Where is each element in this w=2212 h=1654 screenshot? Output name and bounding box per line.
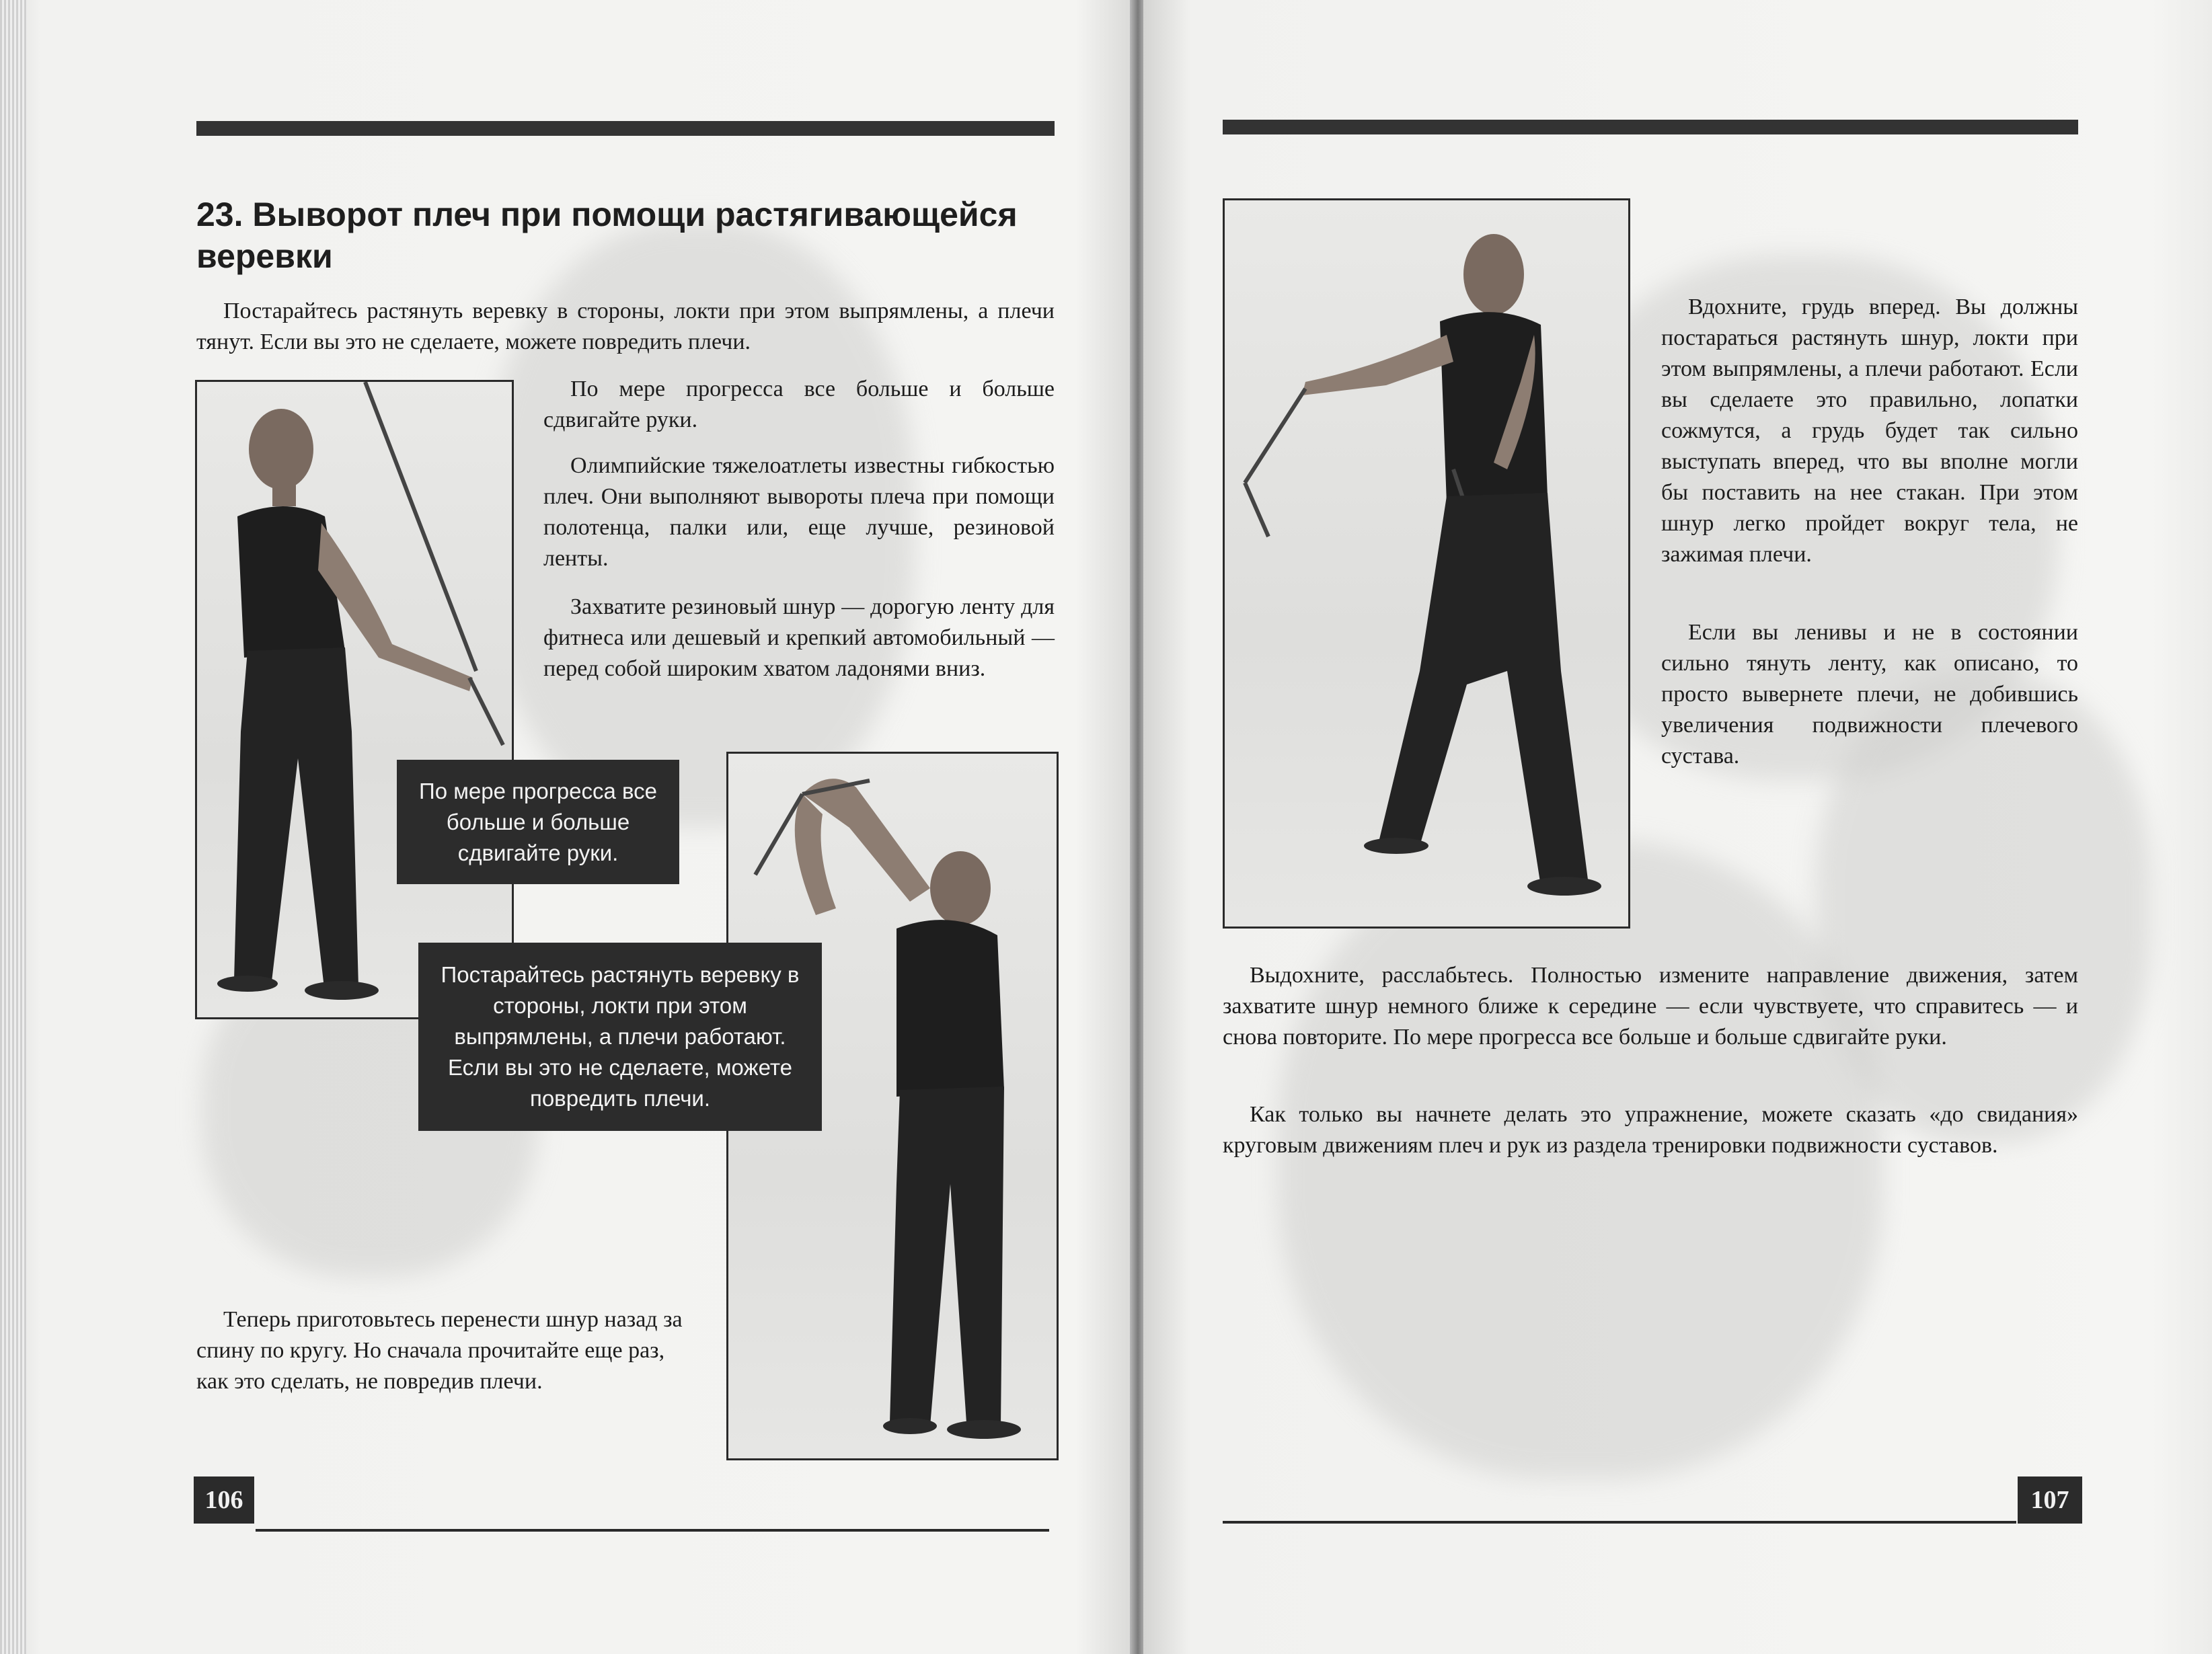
bottom-rule (1223, 1521, 2016, 1524)
callout-stretch-warning: Постарайтесь растянуть веревку в стороны, локти при этом выпрямлены, а плечи работают. Если вы это не сделаете, можете повредить плечи. (418, 943, 822, 1131)
paragraph-exhale: Выдохните, расслабьтесь. Полностью измените направление движения, затем захватите шнур немного ближе к середине — если чувствуете, что справитесь — и снова повторите. По мере прогресса все больше и больше сдвигайте руки. (1223, 963, 2078, 1050)
intro-paragraph: Постарайтесь растянуть веревку в стороны, локти при этом выпрямлены, а плечи тянут. Если вы это не сделаете, можете повредить плечи. (196, 299, 1055, 354)
section-title: 23. Выворот плеч при помощи растягивающейся веревки (196, 196, 1018, 275)
paragraph-progress: По мере прогресса все больше и больше сдвигайте руки. (543, 377, 1055, 432)
paragraph-grip: Захватите резиновый шнур — дорогую ленту для фитнеса или дешевый и крепкий автомобильный — перед собой широким хватом ладонями вниз. (543, 594, 1055, 681)
bottom-paragraph: Теперь приготовьтесь перенести шнур назад за спину по кругу. Но сначала прочитайте еще раз, как это сделать, не повредив плечи. (196, 1307, 683, 1394)
top-rule (196, 121, 1055, 136)
paragraph-goodbye: Как только вы начнете делать это упражнение, можете сказать «до свидания» круговым движениям плеч и рук из раздела тренировки подвижности суставов. (1223, 1102, 2078, 1158)
photo-back-view-stretch (1223, 198, 1630, 929)
paragraph-olympic: Олимпийские тяжелоатлеты известны гибкостью плеч. Они выполняют вывороты плеча при помощи полотенца, палки или, еще лучше, резиновой ленты. (543, 453, 1055, 571)
paragraph-inhale: Вдохните, грудь вперед. Вы должны постараться растянуть шнур, локти при этом выпрямлены, а плечи работают. Если вы сделаете это правильно, лопатки сожмутся, а грудь будет так сильно выступать вперед, что вы вполне могли бы поставить на нее стакан. При этом шнур легко пройдет вокруг тела, не зажимая плечи. (1661, 294, 2078, 567)
photo-standing-front-grip (195, 380, 514, 1019)
book-page-edges (0, 0, 27, 1654)
man-back-view-illustration (1225, 200, 1628, 927)
bottom-rule (256, 1529, 1049, 1532)
paragraph-lazy: Если вы ленивы и не в состоянии сильно тянуть ленту, как описано, то просто вывернете плечи, не добившись увеличения подвижности плечевого сустава. (1661, 620, 2078, 769)
page-number-right: 107 (2018, 1476, 2082, 1524)
callout-progress: По мере прогресса все больше и больше сдвигайте руки. (397, 760, 679, 884)
man-holding-cord-illustration (197, 382, 512, 1017)
top-rule (1223, 120, 2078, 134)
page-number-left: 106 (194, 1476, 254, 1524)
right-page (1143, 0, 2212, 1654)
